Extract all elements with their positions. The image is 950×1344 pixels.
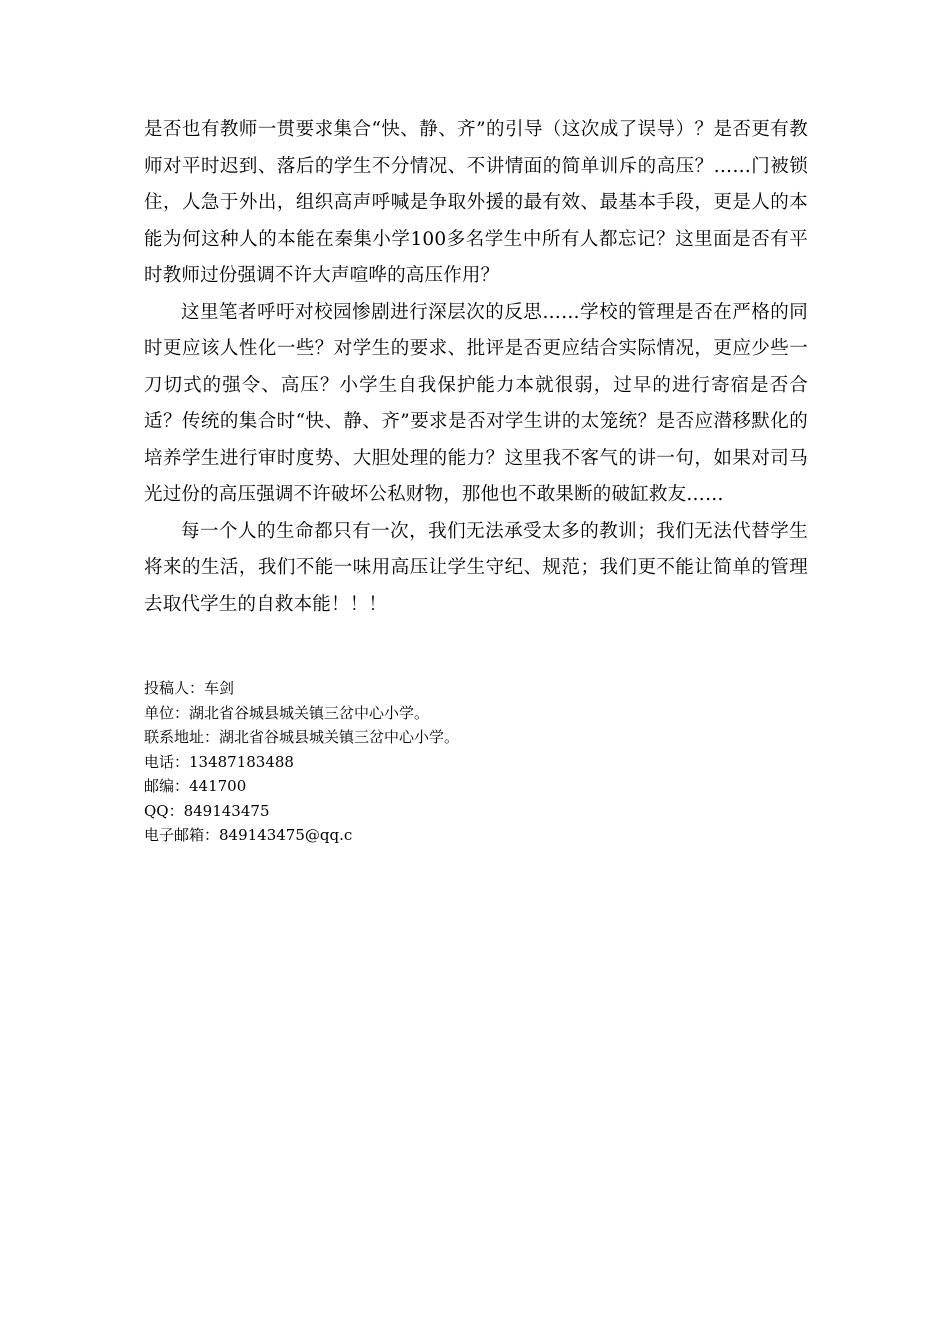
contact-qq: QQ：849143475 [144,801,270,820]
paragraph-reflection: 这里笔者呼吁对校园惨剧进行深层次的反思……学校的管理是否在严格的同时更应该人性化一些？对学生的要求、批评是否更应结合实际情况，更应少些一刀切式的强令、高压？小学生自我保护能力本就很弱，过早的进行寄宿是否合适？传统的集合时“快、静、齐”要求是否对学生讲的太笼统？是否应潜移默化的培养学生进行审时度势、大胆处理的能力？这里我不客气的讲一句，如果对司马光过份的高压强调不许破坏公私财物，那他也不敢果断的破缸救友…… [144,301,808,505]
contact-email: 电子邮箱：849143475@qq.c [144,826,353,844]
article-body [144,112,808,623]
contact-address: 联系地址：湖北省谷城县城关镇三岔中心小学。 [144,728,460,746]
contact-phone: 电话：13487183488 [144,752,294,771]
paragraph-conclusion: 每一个人的生命都只有一次，我们无法承受太多的教训；我们无法代替学生将来的生活，我们不能一味用高压让学生守纪、规范；我们更不能让简单的管理去取代学生的自救本能！！！ [144,520,808,615]
contact-unit: 单位：湖北省谷城县城关镇三岔中心小学。 [144,703,430,722]
paragraph-continuation: 是否也有教师一贯要求集合“快、静、齐”的引导（这次成了误导）？是否更有教师对平时迟到、落后的学生不分情况、不讲情面的简单训斥的高压？……门被锁住，人急于外出，组织高声呼喊是争取外援的最有效、最基本手段，更是人的本能为何这种人的本能在秦集小学100多名学生中所有人都忘记？这里面是否有平时教师过份强调不许大声喧哗的高压作用？ [144,119,808,286]
contact-block [144,676,764,848]
contact-author: 投稿人：车剑 [144,679,235,697]
contact-postcode: 邮编：441700 [144,777,247,795]
